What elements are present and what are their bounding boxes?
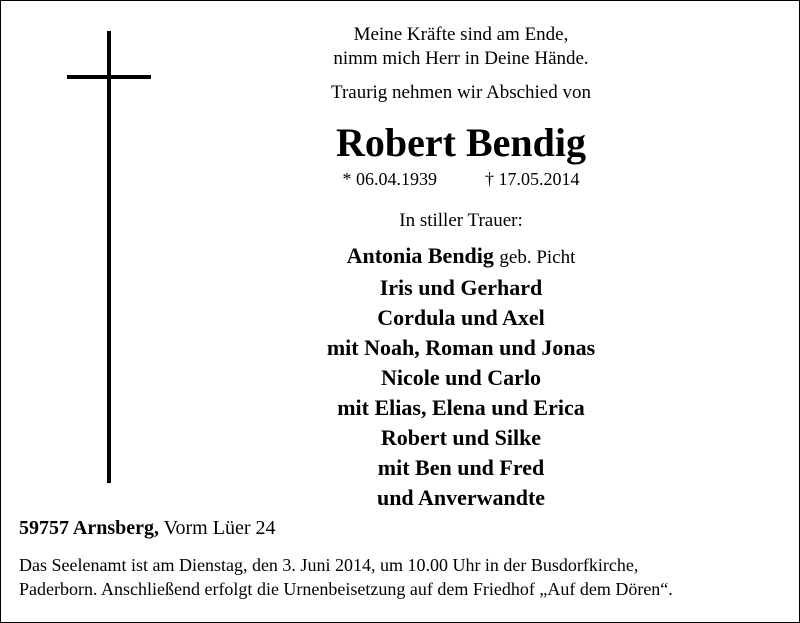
mourner-line: mit Noah, Roman und Jonas (326, 335, 596, 360)
mourning-label: In stiller Trauer: (399, 210, 523, 231)
mourner-line: Robert und Silke (380, 425, 542, 450)
mourner-line (261, 241, 661, 273)
service-notice (19, 553, 789, 601)
intro-text: Traurig nehmen wir Abschied von (331, 82, 591, 103)
deceased-name: Robert Bendig (336, 120, 586, 165)
mourner-name: Antonia Bendig (346, 243, 494, 268)
death-date: † 17.05.2014 (485, 169, 580, 189)
mourners-list (261, 241, 661, 513)
address-street: Vorm Lüer 24 (163, 517, 276, 539)
address-city: 59757 Arnsberg, (19, 517, 159, 539)
family-address (19, 515, 275, 541)
service-notice-line-2: Paderborn. Anschließend erfolgt die Urnenbeisetzung auf dem Friedhof „Auf dem Dören“. (19, 579, 673, 599)
mourner-maiden-name: geb. Picht (499, 247, 576, 268)
birth-date: * 06.04.1939 (342, 169, 437, 189)
cross-icon-vertical (107, 31, 111, 483)
life-dates (261, 168, 661, 190)
motto-line-2: nimm mich Herr in Deine Hände. (333, 48, 589, 69)
mourner-line: Iris und Gerhard (379, 275, 543, 300)
mourner-line: und Anverwandte (376, 485, 546, 510)
mourner-line: Nicole und Carlo (380, 365, 542, 390)
mourner-line: mit Ben und Fred (377, 455, 545, 480)
service-notice-line-1: Das Seelenamt ist am Dienstag, den 3. Juni 2014, um 10.00 Uhr in der Busdorfkirche, (19, 555, 639, 575)
cross-icon-horizontal (67, 75, 151, 79)
mourner-line: mit Elias, Elena und Erica (337, 395, 585, 420)
motto-line-1: Meine Kräfte sind am Ende, (353, 24, 569, 45)
mourner-line: Cordula und Axel (377, 305, 545, 330)
